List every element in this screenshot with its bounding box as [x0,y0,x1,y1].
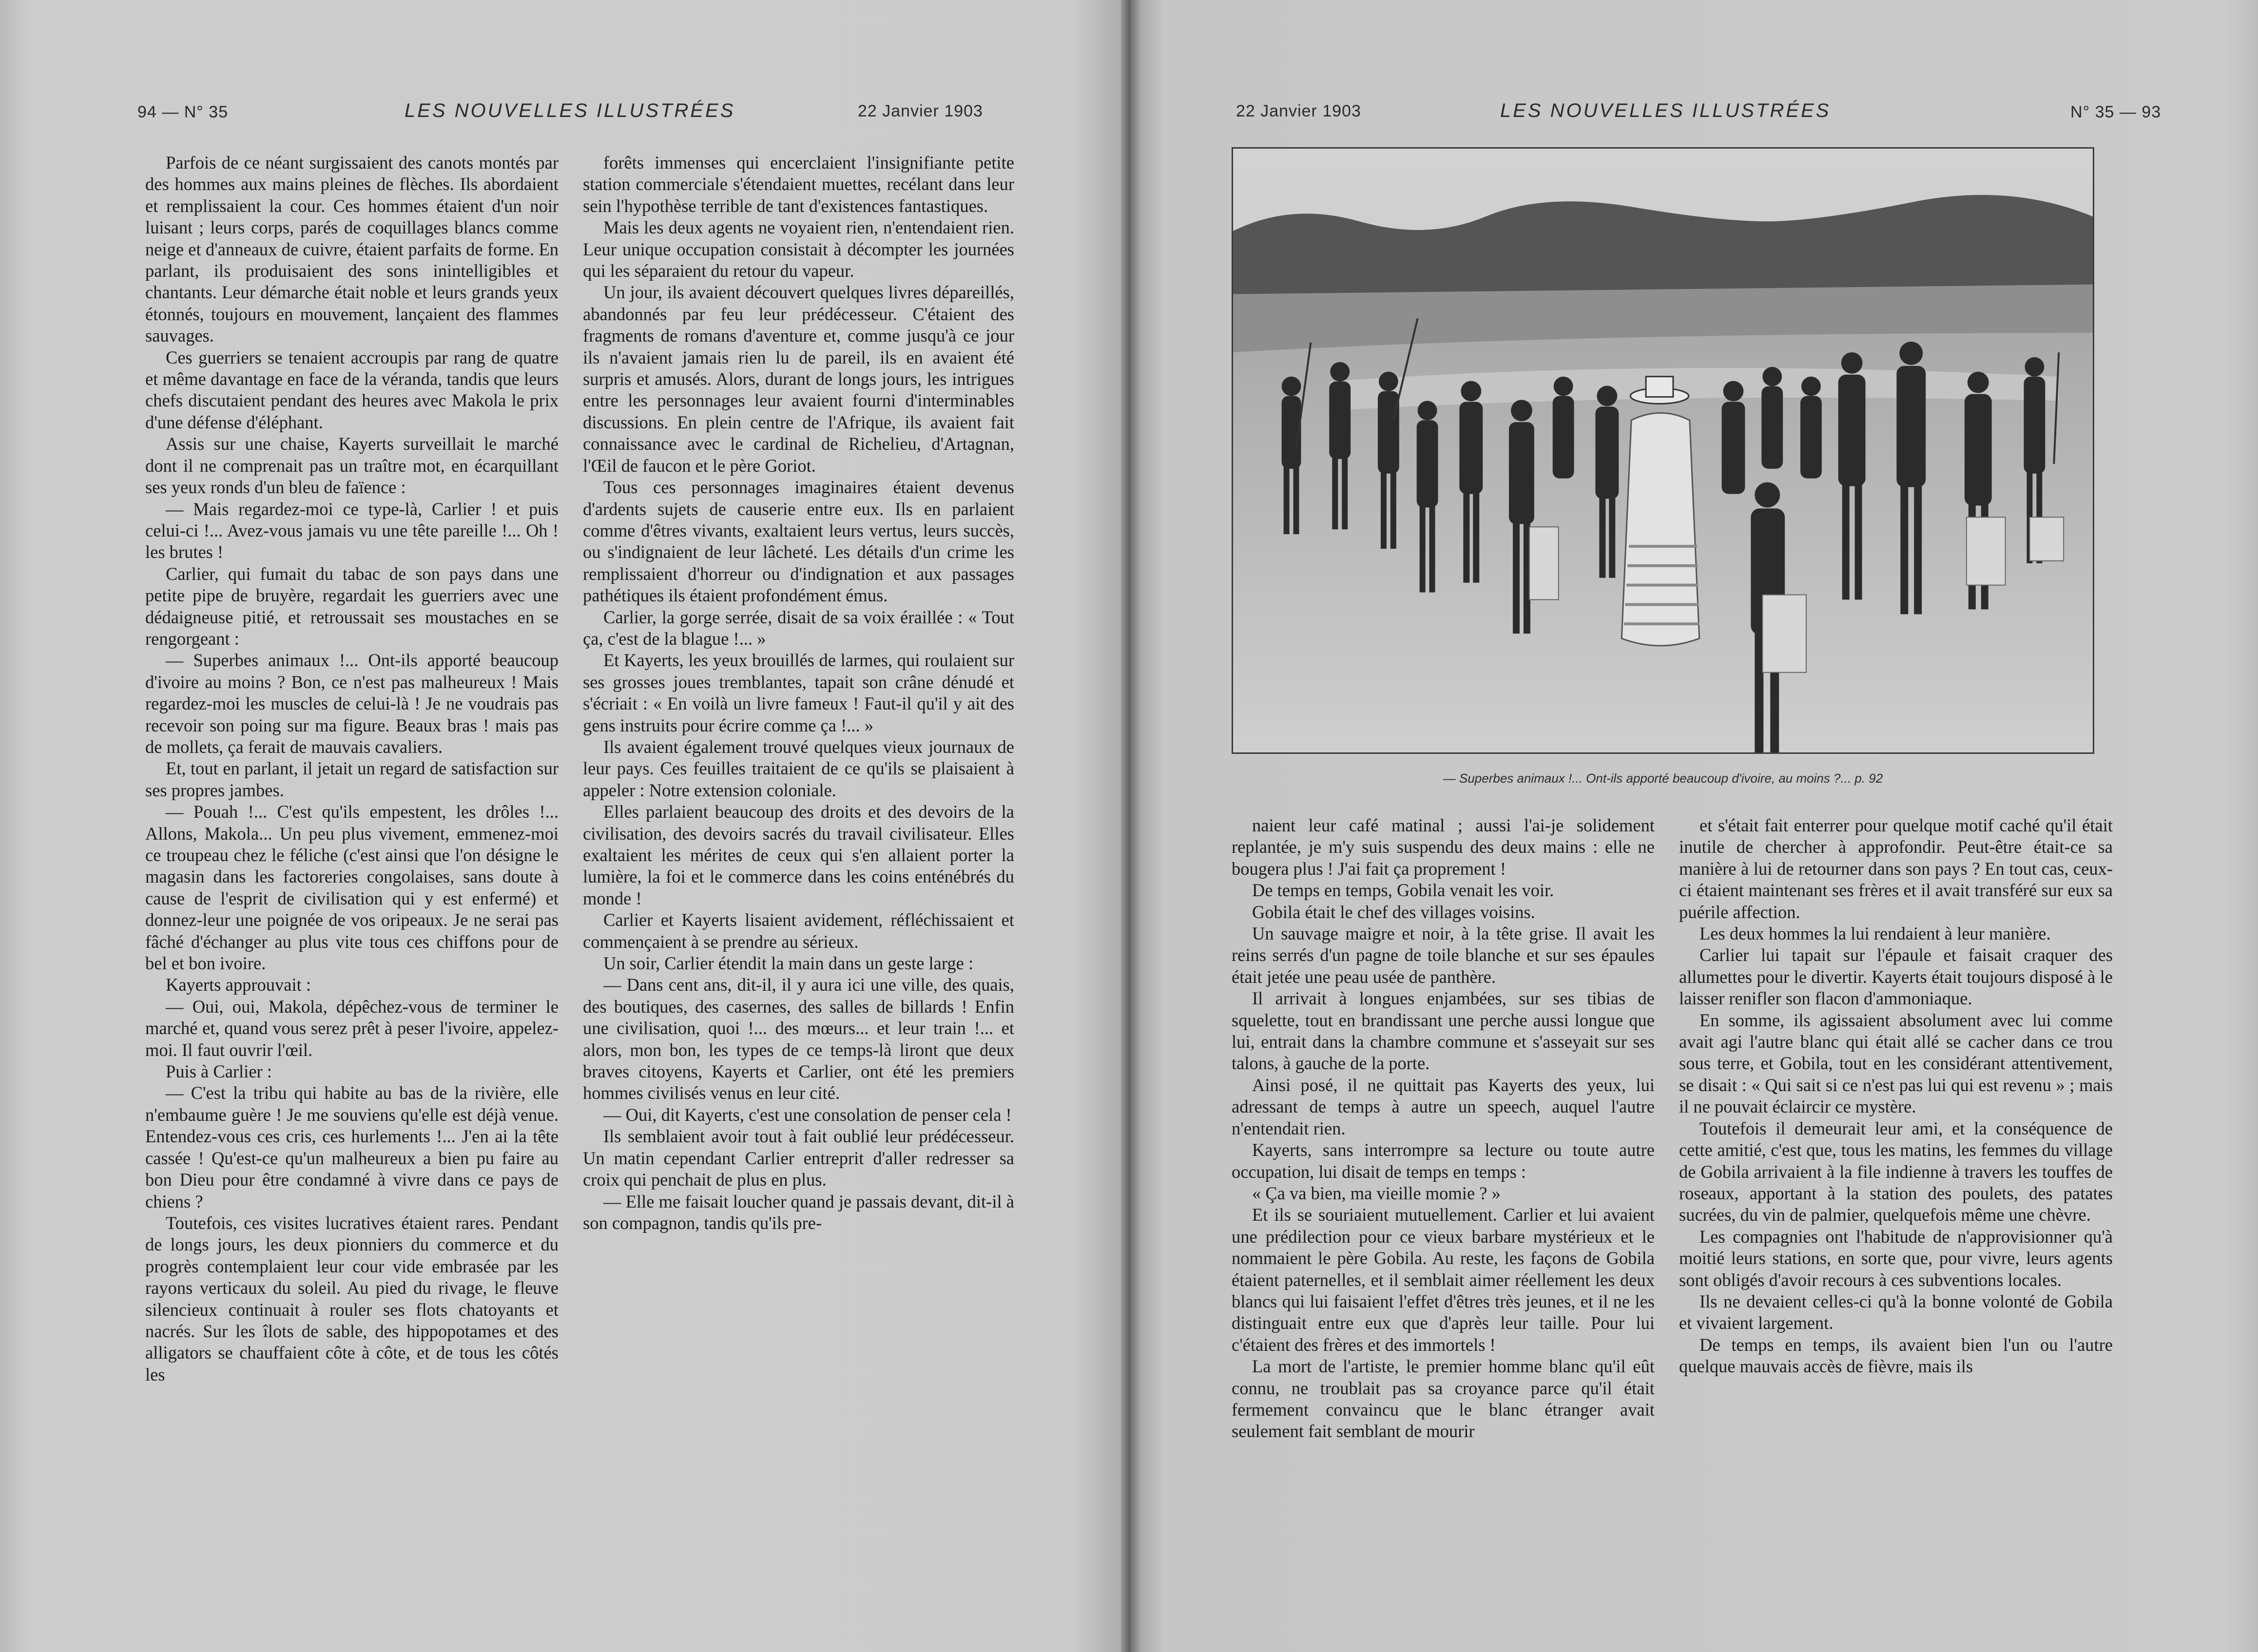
right-publication-title: LES NOUVELLES ILLUSTRÉES [1500,100,1831,121]
right-col2-paragraph: De temps en temps, ils avaient bien l'un ou l'autre quelque mauvais accès de fièvre, mais ils [1679,1334,2113,1377]
left-col2-paragraph: Carlier et Kayerts lisaient avidement, réfléchissaient et commençaient à se prendre au sérieux. [583,910,1014,952]
left-col2-paragraph: Tous ces personnages imaginaires étaient devenus d'ardents sujets de causerie entre eux. Ils en parlaient comme d'êtres vivants, exaltaient leurs vertus, leurs succès, ou s'indignaient de leur lâcheté. Les détails d'un crime les remplissaient d'horreur ou d'indignation et aux passages pathétiques ils étaient profondément émus. [583,477,1014,606]
right-col2-paragraph: et s'était fait enterrer pour quelque motif caché qu'il était inutile de chercher à approfondir. Peut-être était-ce sa manière à lui de retourner dans son pays ? En tout cas, ceux-ci étaient maintenant ses frères et il avait transféré sur eux sa puérile affection. [1679,815,2113,922]
right-col1-paragraph: « Ça va bien, ma vieille momie ? » [1252,1183,1501,1203]
right-col2-paragraph: En somme, ils agissaient absolument avec lui comme avait agi l'autre blanc qui était allé se cacher dans ce trou sous terre, et Gobila, tout en les considérant attentivement, se disait : « Qui sait si ce n'est pas lui qui est revenu » ; mais il ne pouvait éclaircir ce mystère. [1679,1010,2113,1117]
left-col1-paragraph: Parfois de ce néant surgissaient des canots montés par des hommes aux mains pleines de flèches. Ils abordaient et remplissaient la cour. Ces hommes étaient d'un noir luisant ; leurs corps, parés de coquillages blancs comme neige et d'anneaux de cuivre, étaient parfaits de forme. En parlant, ils produisaient des sons inintelligibles et chantants. Leur démarche était noble et leurs grands yeux étonnés, toujours en mouvement, lançaient des flammes sauvages. [145,153,559,346]
right-col1-paragraph: naient leur café matinal ; aussi l'ai-je solidement replantée, je m'y suis suspendu des deux mains : elle ne bougera plus ! J'ai fait ça proprement ! [1232,815,1655,879]
left-col2-paragraph: Carlier, la gorge serrée, disait de sa voix éraillée : « Tout ça, c'est de la blague !... » [583,607,1014,649]
left-col2-paragraph: Elles parlaient beaucoup des droits et des devoirs de la civilisation, des devoirs sacrés du travail civilisateur. Elles exaltaient les mérites de ceux qui s'en allaient porter la lumière, la foi et le commerce dans les coins enténébrés du monde ! [583,802,1014,908]
left-col1-paragraph: — C'est la tribu qui habite au bas de la rivière, elle n'embaume guère ! Je me souviens qu'elle est déjà venue. Entendez-vous ces cris, ces hurlements !... J'en ai la tête cassée ! Qu'est-ce qu'un malheureux a bien pu faire au bon Dieu pour être condamné à vivre dans ce pays de chiens ? [145,1083,559,1211]
right-col2-paragraph: Ils ne devaient celles-ci qu'à la bonne volonté de Gobila et vivaient largement. [1679,1291,2113,1333]
right-col2-paragraph: Les compagnies ont l'habitude de n'approvisionner qu'à moitié leurs stations, en sorte que, pour vivre, leurs agents sont obligés d'avoir recours à ces subventions locales. [1679,1226,2113,1290]
left-col1-paragraph: Ces guerriers se tenaient accroupis par rang de quatre et même davantage en face de la véranda, tandis que leurs chefs discutaient pendant des heures avec Makola le prix d'une défense d'éléphant. [145,347,559,432]
right-col1-paragraph: Un sauvage maigre et noir, à la tête grise. Il avait les reins serrés d'un pagne de toile blanche et sur ses épaules était jetée une peau usée de panthère. [1232,923,1655,987]
left-column-2 [583,152,1014,1234]
left-col2-paragraph: Et Kayerts, les yeux brouillés de larmes, qui roulaient sur ses grosses joues tremblantes, tapait son crâne dénudé et s'écriait : « En voilà un livre fameux ! Faut-il qu'il y ait des gens instruits pour écrire comme ça !... » [583,650,1014,735]
left-col2-paragraph: — Oui, dit Kayerts, c'est une consolation de penser cela ! [603,1104,1012,1125]
left-col2-paragraph: Mais les deux agents ne voyaient rien, n'entendaient rien. Leur unique occupation consistait à décompter les journées qui les séparaient du retour du vapeur. [583,217,1014,281]
right-col1-paragraph: Kayerts, sans interrompre sa lecture ou toute autre occupation, lui disait de temps en temps : [1232,1140,1655,1182]
left-issue-date: 22 Janvier 1903 [858,102,983,120]
photograph-tribesmen [1232,147,2094,754]
right-column-1 [1232,815,1655,1442]
left-col1-paragraph: — Mais regardez-moi ce type-là, Carlier ! et puis celui-ci !... Avez-vous jamais vu une tête pareille !... Oh ! les brutes ! [145,499,559,562]
right-page-number: N° 35 — 93 [2070,103,2162,121]
right-col2-paragraph: Toutefois il demeurait leur ami, et la conséquence de cette amitié, c'est que, tous les matins, les femmes du village de Gobila arrivaient à la file indienne à travers les touffes de roseaux, apportant à la station des poulets, des patates sucrées, du vin de palmier, quelquefois même une chèvre. [1679,1118,2113,1225]
right-col1-paragraph: Il arrivait à longues enjambées, sur ses tibias de squelette, tout en brandissant une perche aussi longue que lui, entrait dans la chambre commune et s'asseyait sur ses talons, à gauche de la porte. [1232,988,1655,1074]
left-col1-paragraph: Carlier, qui fumait du tabac de son pays dans une petite pipe de bruyère, regardait les guerriers avec une dédaigneuse pitié, et retroussait ses moustaches en se rengorgeant : [145,563,559,649]
left-page-number: 94 — N° 35 [137,103,229,121]
right-col2-paragraph: Carlier lui tapait sur l'épaule et faisait craquer des allumettes pour le divertir. Kayerts était toujours disposé à le laisser renifler son flacon d'ammoniaque. [1679,945,2113,1009]
left-col2-paragraph: — Elle me faisait loucher quand je passais devant, dit-il à son compagnon, tandis qu'ils pre- [583,1191,1014,1233]
left-column-1 [145,152,559,1385]
page-gutter [1121,0,1140,1652]
right-col1-paragraph: Et ils se souriaient mutuellement. Carlier et lui avaient une prédilection pour ce vieux barbare mystérieux et le nommaient le père Gobila. Au reste, les façons de Gobila étaient paternelles, et il semblait aimer réellement les deux blancs qui lui faisaient l'effet d'êtres très jeunes, et il ne les distinguait entre eux que d'après leur taille. Pour lui c'étaient des frères et des immortels ! [1232,1205,1655,1355]
left-col1-paragraph: Kayerts approuvait : [166,975,311,995]
right-col1-paragraph: La mort de l'artiste, le premier homme blanc qu'il eût connu, ne troublait pas sa croyance parce qu'il était fermement convaincu que le blanc étranger avait seulement fait semblant de mourir [1232,1356,1655,1441]
left-col2-paragraph: Ils avaient également trouvé quelques vieux journaux de leur pays. Ces feuilles traitaient de ce qu'ils se plaisaient à appeler : Notre extension coloniale. [583,736,1014,800]
left-col2-paragraph: Un soir, Carlier étendit la main dans un geste large : [603,953,974,974]
left-col2-paragraph: forêts immenses qui encerclaient l'insignifiante petite station commerciale s'étendaient muettes, recélant dans leur sein l'hypothèse terrible de tant d'existences fantastiques. [583,153,1014,216]
left-col1-paragraph: Puis à Carlier : [166,1061,272,1082]
left-col1-paragraph: Assis sur une chaise, Kayerts surveillait le marché dont il ne comprenait pas un traître mot, en écarquillant ses yeux ronds d'un bleu de faïence : [145,434,559,498]
left-col2-paragraph: Ils semblaient avoir tout à fait oublié leur prédécesseur. Un matin cependant Carlier entreprit d'aller redresser sa croix qui penchait de plus en plus. [583,1126,1014,1190]
right-col1-paragraph: De temps en temps, Gobila venait les voir. [1252,880,1554,901]
left-col2-paragraph: — Dans cent ans, dit-il, il y aura ici une ville, des quais, des boutiques, des casernes, des salles de billards ! Enfin une civilisation, quoi !... des mœurs... et leur train !... et alors, mon bon, les types de ce temps-là liront que deux braves citoyens, Kayerts et Carlier, ont été les premiers hommes civilisés venus en leur cité. [583,975,1014,1103]
left-col1-paragraph: — Superbes animaux !... Ont-ils apporté beaucoup d'ivoire au moins ? Bon, ce n'est pas malheureux ! Mais regardez-moi les muscles de celui-là ! Je ne voudrais pas recevoir son poing sur ma figure. Beaux bras ! mais pas de mollets, ça ferait de mauvais cavaliers. [145,650,559,757]
left-publication-title: LES NOUVELLES ILLUSTRÉES [405,100,735,121]
right-col1-paragraph: Gobila était le chef des villages voisins. [1252,902,1535,922]
right-column-2 [1679,815,2113,1378]
left-col1-paragraph: Toutefois, ces visites lucratives étaient rares. Pendant de longs jours, les deux pionniers du commerce et du progrès contemplaient leur cour vide embrasée par les rayons verticaux du soleil. Au pied du rivage, le fleuve silencieux continuait à rouler ses flots chatoyants et nacrés. Sur les îlots de sable, des hippopotames et des alligators se chauffaient côte à côte, et de tous les côtés les [145,1212,559,1384]
right-col1-paragraph: Ainsi posé, il ne quittait pas Kayerts des yeux, lui adressant de temps à autre un speech, auquel l'autre n'entendait rien. [1232,1075,1655,1138]
right-running-head [1130,100,2258,124]
photo-illustration [1233,149,2093,752]
right-col2-paragraph: Les deux hommes la lui rendaient à leur manière. [1699,923,2051,944]
left-col1-paragraph: — Pouah !... C'est qu'ils empestent, les drôles !... Allons, Makola... Un peu plus vivement, emmenez-moi ce troupeau chez le féliche (c'est ainsi que l'on désigne le magasin dans les factoreries congolaises, sans doute à cause de l'esprit de civilisation qui y est enfermé) et donnez-leur une poignée de vos oripeaux. Je ne serai pas fâché d'échanger au plus vite tous ces chiffons pour de bel et bon ivoire. [145,802,559,974]
photo-caption: — Superbes animaux !... Ont-ils apporté beaucoup d'ivoire, au moins ?... p. 92 [1443,771,1883,786]
left-running-head [0,100,1130,124]
left-col2-paragraph: Un jour, ils avaient découvert quelques livres dépareillés, abandonnés par feu leur prédécesseur. C'étaient des fragments de romans d'aventure et, comme jusqu'à ce jour ils n'avaient jamais rien lu de pareil, ils en avaient été surpris et amusés. Alors, durant de longs jours, les intrigues entre les personnages leur avaient fourni d'interminables discussions. En plein centre de l'Afrique, ils avaient fait connaissance avec le cardinal de Richelieu, d'Artagnan, l'Œil de faucon et le père Goriot. [583,282,1014,476]
right-issue-date: 22 Janvier 1903 [1236,102,1361,120]
left-col1-paragraph: — Oui, oui, Makola, dépêchez-vous de terminer le marché et, quand vous serez prêt à peser l'ivoire, appelez-moi. Il faut ouvrir l'œil. [145,996,559,1060]
left-col1-paragraph: Et, tout en parlant, il jetait un regard de satisfaction sur ses propres jambes. [145,758,559,800]
